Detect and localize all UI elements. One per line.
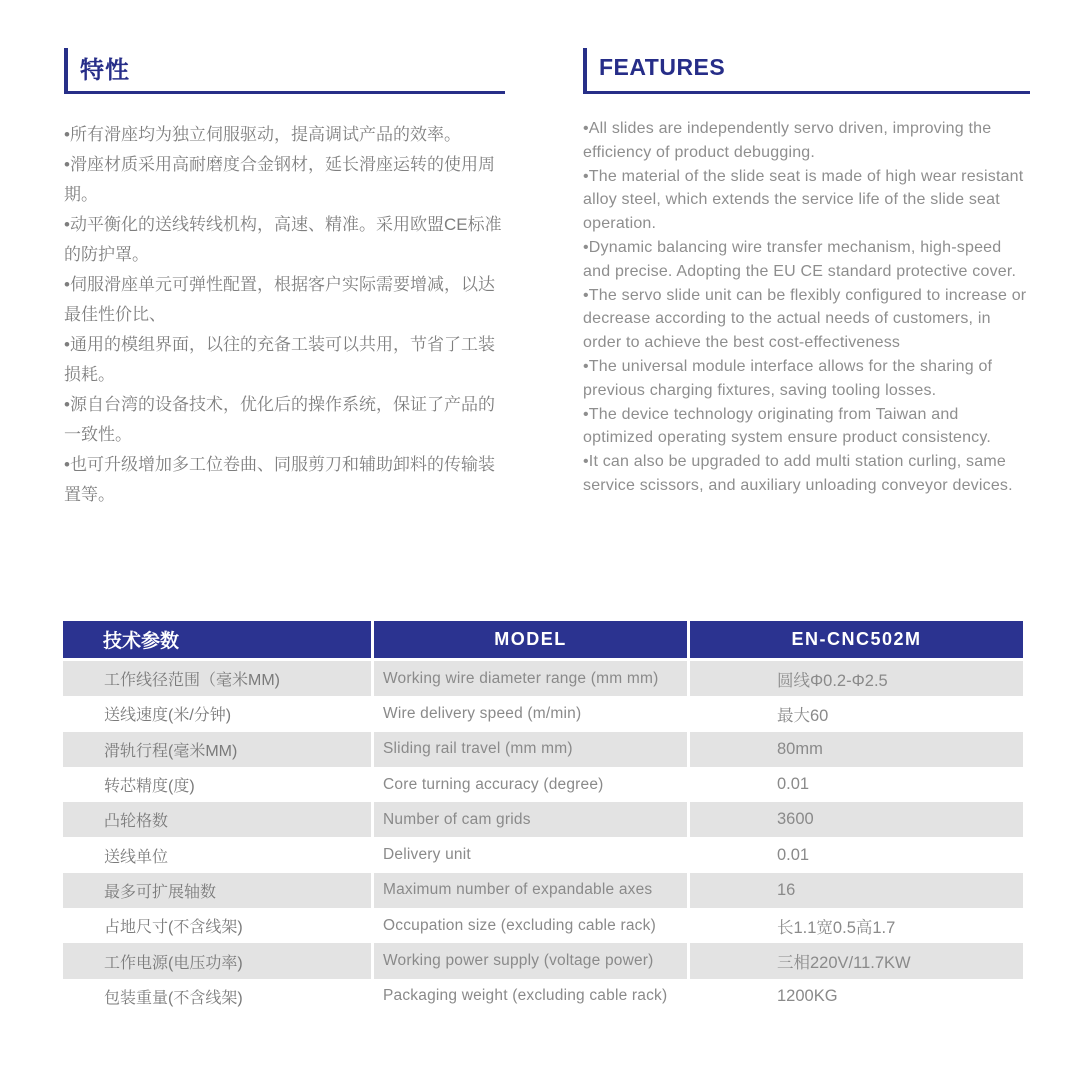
cell-parameter-cn: 滑轨行程(毫米MM) (63, 732, 371, 767)
cell-parameter-cn: 包装重量(不含线架) (63, 979, 371, 1014)
cell-parameter-cn: 凸轮格数 (63, 802, 371, 837)
table-row (63, 979, 1023, 1014)
table-row (63, 802, 1023, 837)
cell-parameter-cn: 送线单位 (63, 837, 371, 872)
cell-value: 0.01 (690, 837, 1023, 872)
feature-item-en: •The servo slide unit can be flexibly configured to increase or decrease according to the actual needs of customers, in order to achieve the best cost-effectiveness (583, 286, 1027, 352)
feature-item-en: •The material of the slide seat is made of high wear resistant alloy steel, which extends the service life of the slide seat operation. (583, 167, 1024, 233)
cell-parameter-en: Wire delivery speed (m/min) (374, 696, 687, 731)
section-header-cn (64, 48, 505, 94)
feature-item-en: •The universal module interface allows for the sharing of previous charging fixtures, saving tooling losses. (583, 357, 993, 399)
cell-parameter-cn: 占地尺寸(不含线架) (63, 908, 371, 943)
feature-item-cn: •滑座材质采用高耐磨度合金钢材，延长滑座运转的使用周期。 (64, 155, 495, 204)
feature-item-en: •It can also be upgraded to add multi station curling, same service scissors, and auxiliary unloading conveyor devices. (583, 453, 1013, 494)
feature-item-cn: •动平衡化的送线转线机构，高速、精准。采用欧盟CE标准的防护罩。 (64, 215, 502, 264)
spec-table (63, 621, 1023, 1014)
cell-parameter-en: Number of cam grids (374, 802, 687, 837)
feature-item-cn: •所有滑座均为独立伺服驱动，提高调试产品的效率。 (64, 125, 461, 144)
cell-value: 最大60 (690, 696, 1023, 731)
cell-parameter-en: Core turning accuracy (degree) (374, 767, 687, 802)
cell-parameter-en: Delivery unit (374, 837, 687, 872)
table-row (63, 696, 1023, 731)
cell-parameter-cn: 转芯精度(度) (63, 767, 371, 802)
cell-value: 长1.1宽0.5高1.7 (690, 908, 1023, 943)
feature-item-en: •Dynamic balancing wire transfer mechanism, high-speed and precise. Adopting the EU CE standard protective cover. (583, 238, 1017, 280)
feature-item-en: •The device technology originating from Taiwan and optimized operating system ensure product consistency. (583, 405, 992, 447)
cell-value: 圆线Φ0.2-Φ2.5 (690, 661, 1023, 696)
table-row (63, 943, 1023, 978)
cell-parameter-en: Working wire diameter range (mm mm) (374, 661, 687, 696)
cell-parameter-cn: 最多可扩展轴数 (63, 873, 371, 908)
feature-item-cn: •源自台湾的设备技术，优化后的操作系统，保证了产品的一致性。 (64, 395, 495, 444)
cell-parameter-en: Occupation size (excluding cable rack) (374, 908, 687, 943)
section-title-cn: 特性 (80, 57, 130, 84)
table-row (63, 661, 1023, 696)
header-cell-model: MODEL (374, 621, 687, 658)
features-en-list (583, 117, 1030, 498)
features-section-cn (64, 48, 505, 510)
table-row (63, 732, 1023, 767)
section-header-en (583, 48, 1030, 94)
feature-item-cn: •通用的模组界面，以往的充备工装可以共用，节省了工装损耗。 (64, 335, 495, 384)
table-row (63, 873, 1023, 908)
table-row (63, 837, 1023, 872)
cell-parameter-en: Sliding rail travel (mm mm) (374, 732, 687, 767)
cell-value: 0.01 (690, 767, 1023, 802)
cell-parameter-en: Maximum number of expandable axes (374, 873, 687, 908)
feature-item-cn: •伺服滑座单元可弹性配置，根据客户实际需要增减，以达最佳性价比、 (64, 275, 495, 324)
features-section-en (583, 48, 1030, 498)
feature-item-en: •All slides are independently servo driven, improving the efficiency of product debugging. (583, 120, 992, 161)
spec-table-header (63, 621, 1023, 658)
table-row (63, 908, 1023, 943)
header-cell-parameters: 技术参数 (63, 621, 371, 658)
header-cell-model-number: EN-CNC502M (690, 621, 1023, 658)
table-row (63, 767, 1023, 802)
cell-value: 3600 (690, 802, 1023, 837)
cell-value: 三相220V/11.7KW (690, 943, 1023, 978)
cell-parameter-en: Packaging weight (excluding cable rack) (374, 979, 687, 1014)
feature-item-cn: •也可升级增加多工位卷曲、同服剪刀和辅助卸料的传输装置等。 (64, 455, 495, 504)
cell-value: 80mm (690, 732, 1023, 767)
cell-value: 16 (690, 873, 1023, 908)
section-title-en: FEATURES (599, 54, 726, 80)
cell-parameter-cn: 送线速度(米/分钟) (63, 696, 371, 731)
cell-value: 1200KG (690, 979, 1023, 1014)
features-cn-list (64, 120, 505, 510)
cell-parameter-en: Working power supply (voltage power) (374, 943, 687, 978)
spec-table-body (63, 661, 1023, 1014)
cell-parameter-cn: 工作线径范围（毫米MM) (63, 661, 371, 696)
cell-parameter-cn: 工作电源(电压功率) (63, 943, 371, 978)
